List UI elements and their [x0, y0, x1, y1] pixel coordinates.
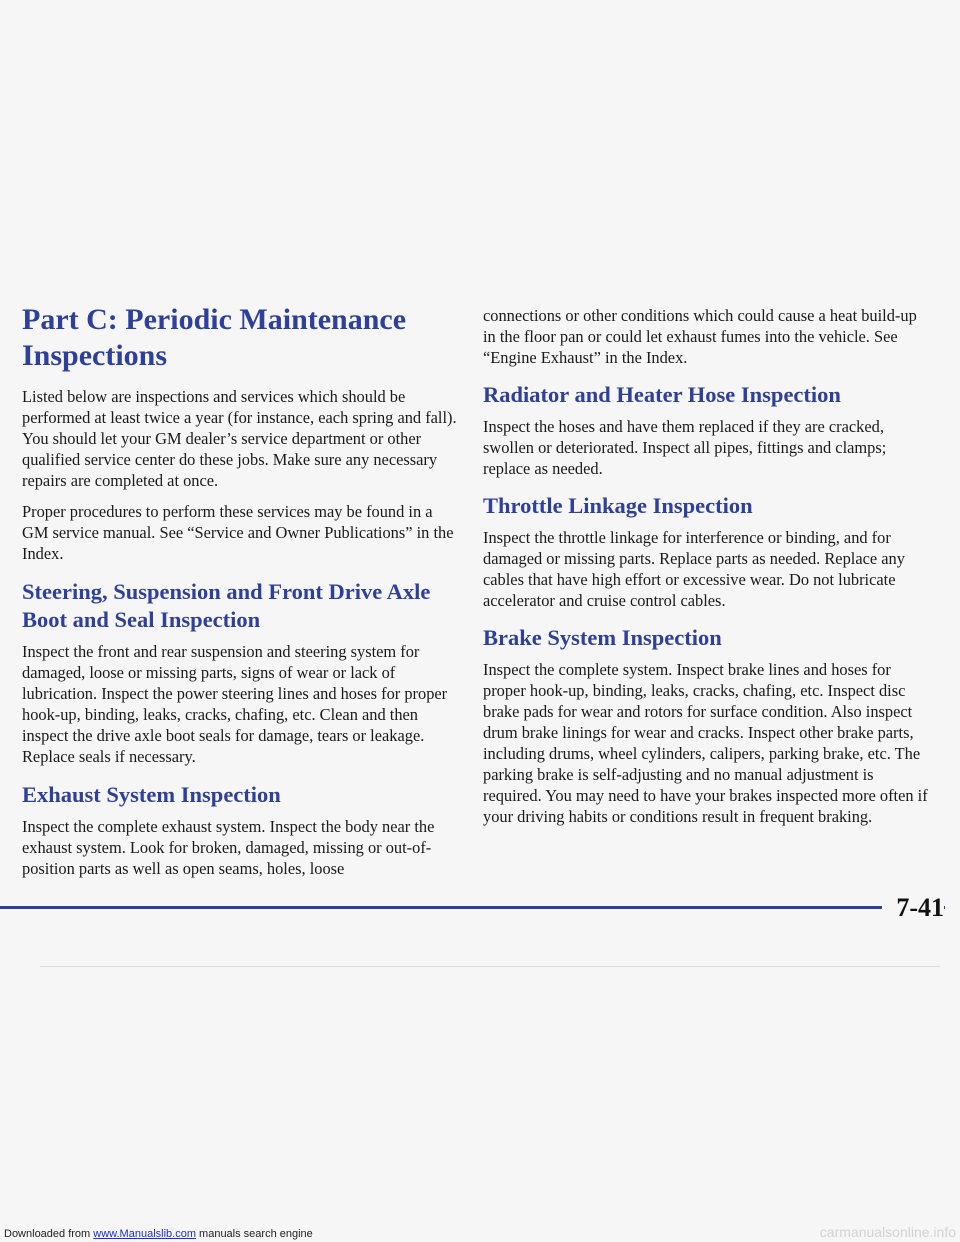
- brake-inspection-heading: Brake System Inspection: [483, 625, 722, 650]
- manualslib-link[interactable]: www.Manualslib.com: [93, 1228, 196, 1240]
- radiator-inspection-heading: Radiator and Heater Hose Inspection: [483, 382, 841, 407]
- intro-paragraph-2: Proper procedures to perform these services may be found in a GM service manual. See “Service and Owner Publications” in the Index.: [22, 502, 454, 563]
- throttle-inspection-heading: Throttle Linkage Inspection: [483, 493, 753, 518]
- steering-inspection-text: Inspect the front and rear suspension and steering system for damaged, loose or missing parts, signs of wear or lack of lubrication. Inspect the power steering lines and hoses for proper hook-up, binding, leaks, cracks, chafing, etc. Clean and then inspect the drive axle boot seals for damage, tears or leakage. Replace seals if necessary.: [22, 642, 448, 766]
- left-column: [22, 302, 460, 889]
- steering-inspection-heading: Steering, Suspension and Front Drive Axle Boot and Seal Inspection: [22, 579, 431, 632]
- right-column: [483, 305, 933, 837]
- exhaust-inspection-heading: Exhaust System Inspection: [22, 782, 281, 807]
- scan-divider: [40, 966, 940, 967]
- exhaust-inspection-text: Inspect the complete exhaust system. Inspect the body near the exhaust system. Look for broken, damaged, missing or out-of-position parts as well as open seams, holes, loose: [22, 817, 435, 878]
- radiator-inspection-text: Inspect the hoses and have them replaced if they are cracked, swollen or deteriorated. Inspect all pipes, fittings and clamps; replace as needed.: [483, 417, 887, 478]
- download-note: [4, 1228, 313, 1240]
- exhaust-inspection-text-continued: connections or other conditions which could cause a heat build-up in the floor pan or could let exhaust fumes into the vehicle. See “Engine Exhaust” in the Index.: [483, 306, 917, 367]
- page-number: 7-41: [882, 893, 944, 923]
- intro-paragraph-1: Listed below are inspections and services which should be performed at least twice a year (for instance, each spring and fall). You should let your GM dealer’s service department or other qualified service center do these jobs. Make sure any necessary repairs are completed at once.: [22, 387, 457, 490]
- download-note-prefix: Downloaded from: [4, 1228, 94, 1240]
- part-title: Part C: Periodic Maintenance Inspections: [22, 303, 407, 372]
- download-note-suffix: manuals search engine: [195, 1228, 313, 1240]
- brake-inspection-text: Inspect the complete system. Inspect brake lines and hoses for proper hook-up, binding, leaks, cracks, chafing, etc. Inspect disc brake pads for wear and rotors for surface condition. Also inspect drum brake linings for wear and cracks. Inspect other brake parts, including drums, wheel cylinders, calipers, parking brake, etc. The parking brake is self-adjusting and no manual adjustment is required. You may need to have your brakes inspected more often if your driving habits or conditions result in frequent braking.: [483, 660, 928, 826]
- site-watermark: carmanualsonline.info: [819, 1224, 956, 1240]
- throttle-inspection-text: Inspect the throttle linkage for interference or binding, and for damaged or missing parts. Replace parts as needed. Replace any cables that have high effort or excessive wear. Do not lubricate accelerator and cruise control cables.: [483, 528, 905, 610]
- footer-rule: [0, 906, 945, 909]
